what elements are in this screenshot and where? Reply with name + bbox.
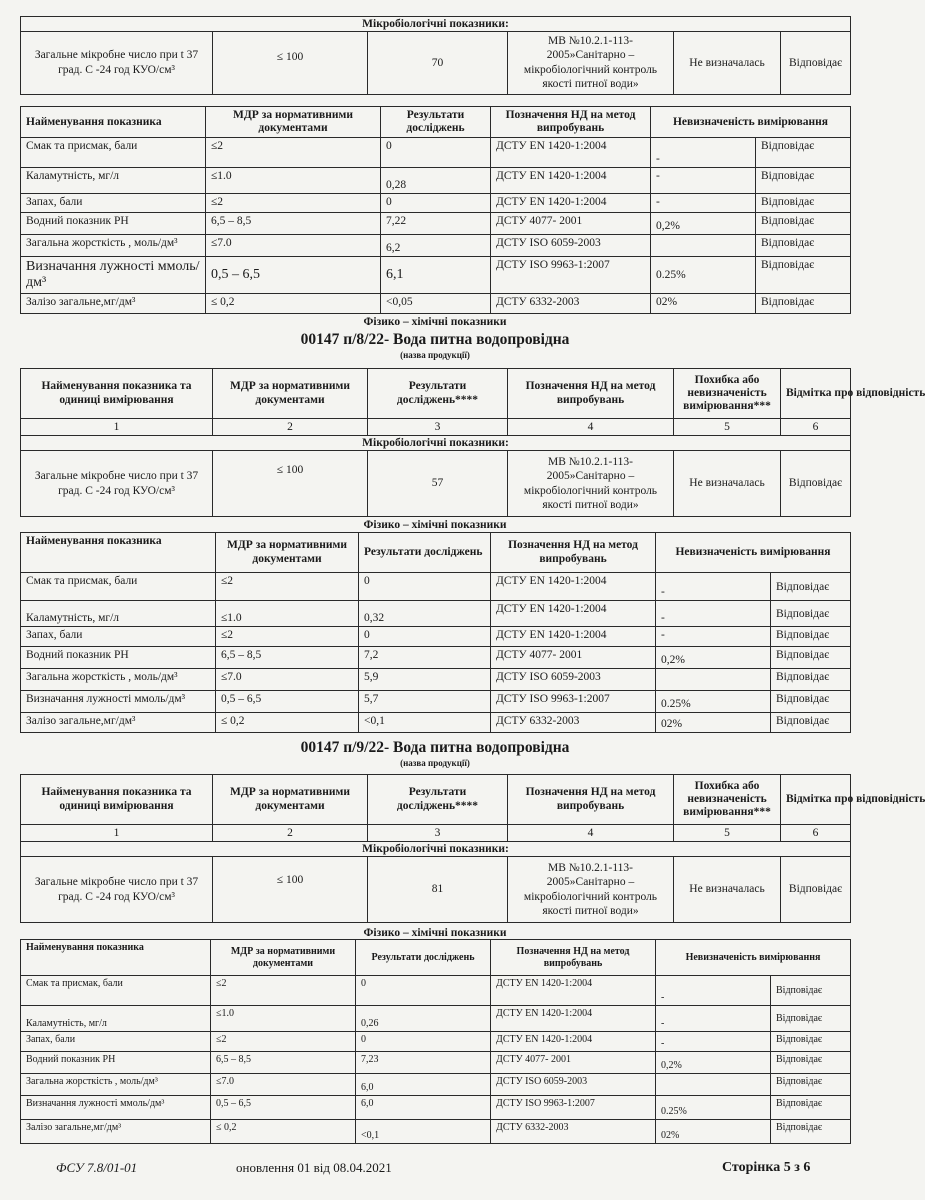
product-title: 00147 п/9/22- Вода питна водопровідна [300, 739, 570, 756]
row-name: Залізо загальне,мг/дм³ [21, 713, 216, 733]
main-col-name: Найменування показника та одиниці вимірювання [21, 775, 213, 825]
row-method: ДСТУ 4077- 2001 [491, 647, 656, 669]
phys-col-method: Позначення НД на метод випробувань [491, 533, 656, 573]
product-title: 00147 п/8/22- Вода питна водопровідна [300, 331, 570, 348]
row-result: <0,05 [381, 294, 491, 314]
row-mdr: 6,5 – 8,5 [216, 647, 359, 669]
row-name: Запах, бали [21, 1032, 211, 1052]
micro-result: 57 [368, 451, 508, 517]
row-uncert: 0.25% [651, 257, 756, 294]
phys-col-uncert: Невизначеність вимірювання [656, 940, 851, 976]
row-result: 0 [356, 1032, 491, 1052]
col-number: 1 [21, 825, 213, 842]
row-mdr: ≤2 [211, 1032, 356, 1052]
row-method: ДСТУ ISO 6059-2003 [491, 1074, 656, 1096]
phys-col-mdr: МДР за нормативними документами [216, 533, 359, 573]
row-method: ДСТУ EN 1420-1:2004 [491, 168, 651, 194]
row-conform: Відповідає [771, 601, 851, 627]
row-mdr: ≤7.0 [211, 1074, 356, 1096]
phys-col-uncert: Невизначеність вимірювання [656, 533, 851, 573]
footer-form-code: ФСУ 7.8/01-01 [56, 1160, 138, 1175]
col-number: 6 [781, 419, 851, 436]
row-result: 7,23 [356, 1052, 491, 1074]
main-col-conform: Відмітка про відповідність [781, 775, 851, 825]
row-name: Визначання лужності ммоль/дм³ [21, 257, 206, 294]
row-uncert: - [651, 138, 756, 168]
footer-update: оновлення 01 від 08.04.2021 [236, 1160, 392, 1175]
row-method: ДСТУ EN 1420-1:2004 [491, 601, 656, 627]
row-result: 6,0 [356, 1096, 491, 1120]
row-name: Визначання лужності ммоль/дм³ [21, 1096, 211, 1120]
micro-name: Загальне мікробне число при t 37 град. С -24 год КУО/см³ [21, 32, 213, 95]
row-name: Загальна жорсткість , моль/дм³ [21, 235, 206, 257]
block1-micro-table [20, 16, 851, 95]
row-result: 6,1 [381, 257, 491, 294]
row-conform: Відповідає [756, 294, 851, 314]
micro-name: Загальне мікробне число при t 37 град. С -24 год КУО/см³ [21, 857, 213, 923]
row-uncert: 0.25% [656, 691, 771, 713]
row-conform: Відповідає [771, 627, 851, 647]
row-result: 0,28 [381, 168, 491, 194]
row-conform: Відповідає [771, 1074, 851, 1096]
row-result: 7,2 [359, 647, 491, 669]
row-mdr: ≤2 [211, 976, 356, 1006]
row-uncert [656, 1074, 771, 1096]
row-uncert: - [656, 627, 771, 647]
row-mdr: ≤ 0,2 [216, 713, 359, 733]
row-uncert: - [651, 168, 756, 194]
row-name: Загальна жорсткість , моль/дм³ [21, 1074, 211, 1096]
row-method: ДСТУ EN 1420-1:2004 [491, 1032, 656, 1052]
row-method: ДСТУ ISO 9963-1:2007 [491, 257, 651, 294]
product-subtitle: (назва продукції) [400, 350, 470, 360]
col-number: 5 [674, 825, 781, 842]
micro-mdr: ≤ 100 [213, 451, 368, 517]
micro-method: МВ №10.2.1-113-2005»Санітарно – мікробіологічний контроль якості питної води» [508, 451, 674, 517]
row-result: 0,26 [356, 1006, 491, 1032]
row-method: ДСТУ EN 1420-1:2004 [491, 627, 656, 647]
row-uncert: 0,2% [656, 647, 771, 669]
col-number: 6 [781, 825, 851, 842]
micro-method: МВ №10.2.1-113-2005»Санітарно – мікробіологічний контроль якості питної води» [508, 32, 674, 95]
block3-phys-table [20, 939, 851, 1144]
row-method: ДСТУ ISO 6059-2003 [491, 235, 651, 257]
row-name: Запах, бали [21, 627, 216, 647]
row-mdr: ≤7.0 [206, 235, 381, 257]
main-col-method: Позначення НД на метод випробувань [508, 775, 674, 825]
phys-col-result: Результати досліджень [359, 533, 491, 573]
row-name: Каламутність, мг/л [21, 601, 216, 627]
row-uncert: - [651, 194, 756, 213]
phys-label: Фізико – хімічні показники [363, 927, 507, 939]
phys-col-uncert: Невизначеність вимірювання [651, 107, 851, 138]
row-conform: Відповідає [771, 647, 851, 669]
block2-phys-table [20, 532, 851, 733]
row-mdr: 0,5 – 6,5 [211, 1096, 356, 1120]
row-conform: Відповідає [771, 713, 851, 733]
micro-uncert: Не визначалась [674, 451, 781, 517]
phys-col-method: Позначення НД на метод випробувань [491, 107, 651, 138]
row-method: ДСТУ ISO 6059-2003 [491, 669, 656, 691]
row-conform: Відповідає [756, 213, 851, 235]
phys-col-name: Найменування показника [21, 107, 206, 138]
row-mdr: ≤ 0,2 [206, 294, 381, 314]
phys-col-name: Найменування показника [21, 533, 216, 573]
row-mdr: 0,5 – 6,5 [206, 257, 381, 294]
block2-main-table [20, 368, 925, 517]
main-col-uncert: Похибка або невизначеність вимірювання*** [674, 369, 781, 419]
row-method: ДСТУ EN 1420-1:2004 [491, 1006, 656, 1032]
row-method: ДСТУ EN 1420-1:2004 [491, 138, 651, 168]
row-result: 0,32 [359, 601, 491, 627]
row-conform: Відповідає [756, 194, 851, 213]
row-mdr: 0,5 – 6,5 [216, 691, 359, 713]
row-name: Запах, бали [21, 194, 206, 213]
row-conform: Відповідає [771, 669, 851, 691]
phys-col-result: Результати досліджень [356, 940, 491, 976]
row-result: 5,7 [359, 691, 491, 713]
micro-uncert: Не визначалась [674, 32, 781, 95]
micro-mdr: ≤ 100 [213, 32, 368, 95]
row-name: Залізо загальне,мг/дм³ [21, 1120, 211, 1144]
row-name: Залізо загальне,мг/дм³ [21, 294, 206, 314]
row-method: ДСТУ 6332-2003 [491, 1120, 656, 1144]
row-uncert [651, 235, 756, 257]
micro-result: 81 [368, 857, 508, 923]
row-name: Смак та присмак, бали [21, 976, 211, 1006]
phys-label: Фізико – хімічні показники [363, 519, 507, 531]
col-number: 1 [21, 419, 213, 436]
col-number: 4 [508, 825, 674, 842]
row-uncert: - [656, 976, 771, 1006]
main-col-name: Найменування показника та одиниці вимірювання [21, 369, 213, 419]
row-conform: Відповідає [771, 1006, 851, 1032]
main-col-result: Результати досліджень**** [368, 369, 508, 419]
row-conform: Відповідає [771, 573, 851, 601]
row-mdr: ≤1.0 [206, 168, 381, 194]
row-uncert: - [656, 573, 771, 601]
row-name: Загальна жорсткість , моль/дм³ [21, 669, 216, 691]
row-method: ДСТУ 6332-2003 [491, 713, 656, 733]
block1-phys-table [20, 106, 851, 314]
row-result: 6,2 [381, 235, 491, 257]
row-mdr: ≤7.0 [216, 669, 359, 691]
row-method: ДСТУ EN 1420-1:2004 [491, 194, 651, 213]
row-conform: Відповідає [756, 235, 851, 257]
row-name: Водний показник PH [21, 213, 206, 235]
product-subtitle: (назва продукції) [400, 758, 470, 768]
main-col-result: Результати досліджень**** [368, 775, 508, 825]
col-number: 3 [368, 419, 508, 436]
row-result: 0 [359, 627, 491, 647]
row-conform: Відповідає [771, 1052, 851, 1074]
row-name: Визначання лужності ммоль/дм³ [21, 691, 216, 713]
micro-conform: Відповідає [781, 857, 851, 923]
micro-conform: Відповідає [781, 451, 851, 517]
main-col-mdr: МДР за нормативними документами [213, 369, 368, 419]
row-method: ДСТУ ISO 9963-1:2007 [491, 1096, 656, 1120]
main-col-conform: Відмітка про відповідність [781, 369, 851, 419]
row-uncert: 0.25% [656, 1096, 771, 1120]
row-conform: Відповідає [771, 1120, 851, 1144]
micro-name: Загальне мікробне число при t 37 град. С -24 год КУО/см³ [21, 451, 213, 517]
row-mdr: ≤2 [206, 194, 381, 213]
main-col-mdr: МДР за нормативними документами [213, 775, 368, 825]
row-result: 5,9 [359, 669, 491, 691]
row-result: <0,1 [359, 713, 491, 733]
row-mdr: 6,5 – 8,5 [211, 1052, 356, 1074]
micro-uncert: Не визначалась [674, 857, 781, 923]
row-uncert: - [656, 1032, 771, 1052]
row-conform: Відповідає [756, 168, 851, 194]
row-result: 0 [359, 573, 491, 601]
row-mdr: ≤2 [216, 573, 359, 601]
row-name: Водний показник PH [21, 647, 216, 669]
row-mdr: ≤2 [216, 627, 359, 647]
footer-page-number: Сторінка 5 з 6 [722, 1160, 811, 1175]
row-mdr: ≤ 0,2 [211, 1120, 356, 1144]
col-number: 4 [508, 419, 674, 436]
col-number: 2 [213, 825, 368, 842]
row-method: ДСТУ ISO 9963-1:2007 [491, 691, 656, 713]
micro-result: 70 [368, 32, 508, 95]
row-uncert [656, 669, 771, 691]
phys-col-name: Найменування показника [21, 940, 211, 976]
main-col-method: Позначення НД на метод випробувань [508, 369, 674, 419]
row-uncert: 02% [656, 1120, 771, 1144]
row-name: Смак та присмак, бали [21, 573, 216, 601]
col-number: 5 [674, 419, 781, 436]
phys-col-method: Позначення НД на метод випробувань [491, 940, 656, 976]
row-mdr: ≤2 [206, 138, 381, 168]
row-mdr: 6,5 – 8,5 [206, 213, 381, 235]
row-uncert: 02% [651, 294, 756, 314]
row-uncert: - [656, 601, 771, 627]
row-result: 0 [356, 976, 491, 1006]
micro-method: МВ №10.2.1-113-2005»Санітарно – мікробіологічний контроль якості питної води» [508, 857, 674, 923]
row-name: Смак та присмак, бали [21, 138, 206, 168]
row-name: Водний показник PH [21, 1052, 211, 1074]
row-result: 6,0 [356, 1074, 491, 1096]
row-uncert: 02% [656, 713, 771, 733]
row-name: Каламутність, мг/л [21, 1006, 211, 1032]
phys-col-result: Результати досліджень [381, 107, 491, 138]
row-mdr: ≤1.0 [211, 1006, 356, 1032]
main-col-uncert: Похибка або невизначеність вимірювання*** [674, 775, 781, 825]
row-uncert: 0,2% [651, 213, 756, 235]
row-result: 0 [381, 138, 491, 168]
phys-col-mdr: МДР за нормативними документами [211, 940, 356, 976]
micro-heading: Мікробіологічні показники: [21, 436, 851, 451]
row-mdr: ≤1.0 [216, 601, 359, 627]
row-method: ДСТУ 4077- 2001 [491, 1052, 656, 1074]
row-method: ДСТУ 6332-2003 [491, 294, 651, 314]
row-conform: Відповідає [771, 1032, 851, 1052]
row-conform: Відповідає [771, 1096, 851, 1120]
row-result: 0 [381, 194, 491, 213]
row-method: ДСТУ EN 1420-1:2004 [491, 976, 656, 1006]
row-method: ДСТУ 4077- 2001 [491, 213, 651, 235]
row-method: ДСТУ EN 1420-1:2004 [491, 573, 656, 601]
row-result: <0,1 [356, 1120, 491, 1144]
row-conform: Відповідає [756, 257, 851, 294]
phys-label: Фізико – хімічні показники [363, 316, 507, 328]
micro-mdr: ≤ 100 [213, 857, 368, 923]
row-conform: Відповідає [771, 976, 851, 1006]
row-uncert: - [656, 1006, 771, 1032]
row-conform: Відповідає [771, 691, 851, 713]
col-number: 3 [368, 825, 508, 842]
phys-col-mdr: МДР за нормативними документами [206, 107, 381, 138]
row-result: 7,22 [381, 213, 491, 235]
block3-main-table [20, 774, 925, 923]
row-uncert: 0,2% [656, 1052, 771, 1074]
col-number: 2 [213, 419, 368, 436]
micro-heading: Мікробіологічні показники: [21, 842, 851, 857]
row-name: Каламутність, мг/л [21, 168, 206, 194]
micro-conform: Відповідає [781, 32, 851, 95]
row-conform: Відповідає [756, 138, 851, 168]
micro-heading: Мікробіологічні показники: [21, 17, 851, 32]
